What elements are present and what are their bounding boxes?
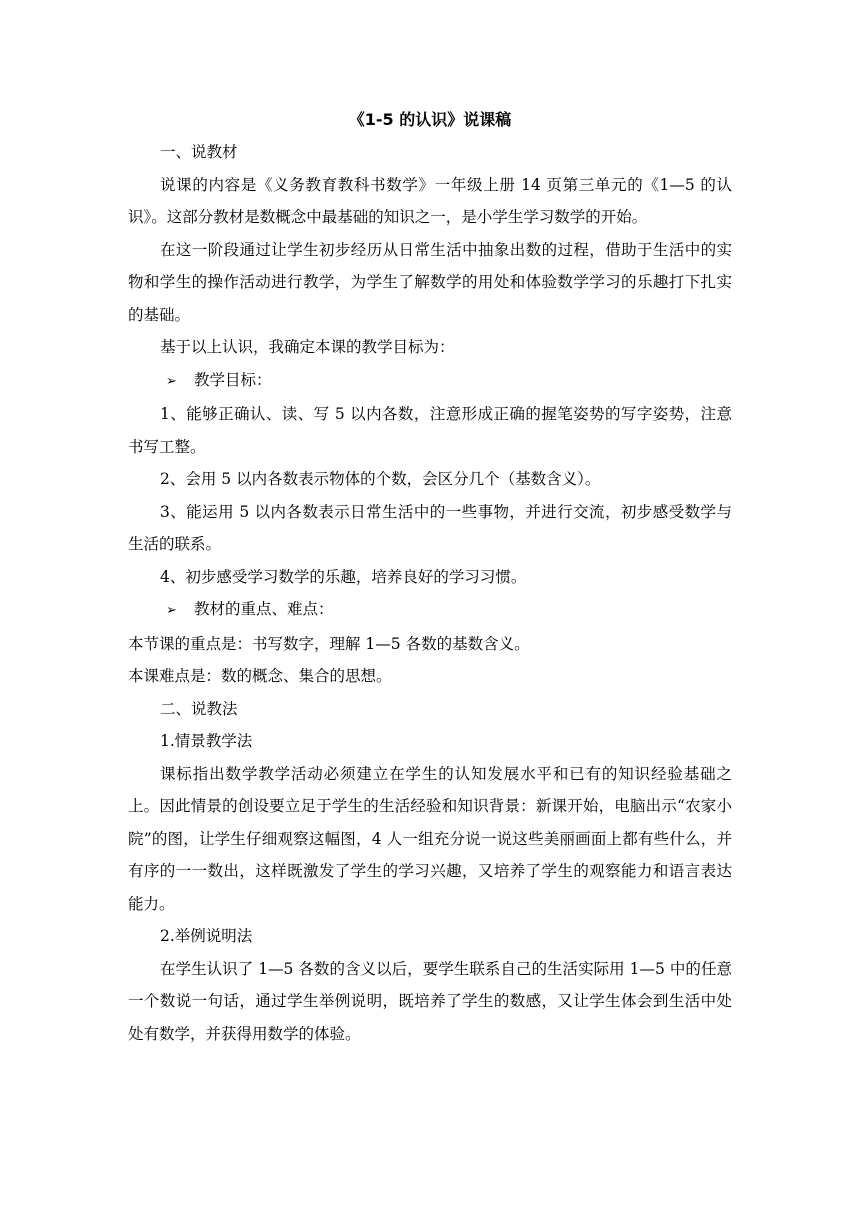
objective-item-4: 4、初步感受学习数学的乐趣，培养良好的学习习惯。: [160, 567, 527, 586]
arrow-bullet-icon: ➢: [166, 603, 177, 618]
paragraph-difficulty: 本课难点是：数的概念、集合的思想。: [128, 667, 392, 685]
bullet-label: 教学目标：: [194, 370, 272, 389]
objective-item-1: 1、能够正确认、读、写 5 以内各数，注意形成正确的握笔姿势的写字姿势，注意书写工整。: [128, 405, 732, 456]
bullet-key-points: [128, 593, 732, 628]
paragraph-stage-description: 在这一阶段通过让学生初步经历从日常生活中抽象出数的过程，借助于生活中的实物和学生的操作活动进行教学，为学生了解数学的用处和体验数学学习的乐趣打下扎实的基础。: [128, 240, 732, 324]
objective-item-3: 3、能运用 5 以内各数表示日常生活中的一些事物，并进行交流，初步感受数学与生活的联系。: [128, 502, 732, 553]
paragraph-key-point: 本节课的重点是：书写数字，理解 1—5 各数的基数含义。: [128, 634, 530, 653]
arrow-bullet-icon: ➢: [166, 373, 177, 389]
subheading-example-method: 2.举例说明法: [160, 927, 253, 945]
subheading-situational-method: 1.情景教学法: [160, 732, 253, 750]
paragraph-content-intro: 说课的内容是《义务教育教科书数学》一年级上册 14 页第三单元的《1—5 的认识》。这部分教材是数概念中最基础的知识之一，是小学生学习数学的开始。: [128, 175, 732, 226]
document-title: 《1-5 的认识》说课稿: [348, 110, 512, 129]
objective-item-2: 2、会用 5 以内各数表示物体的个数，会区分几个（基数含义）。: [160, 470, 601, 488]
document-page: [128, 104, 732, 1050]
bullet-label: 教材的重点、难点：: [194, 600, 334, 618]
section-heading-teaching-method: 二、说教法: [160, 699, 238, 718]
bullet-teaching-objectives: [128, 364, 732, 399]
paragraph-example-method: 在学生认识了 1—5 各数的含义以后，要学生联系自己的生活实际用 1—5 中的任意一个数说一句话，通过学生举例说明，既培养了学生的数感，又让学生体会到生活中处处有数学，并获得用数学的体验。: [128, 959, 732, 1043]
section-heading-teaching-material: 一、说教材: [160, 143, 238, 161]
paragraph-situational-method: 课标指出数学教学活动必须建立在学生的认知发展水平和已有的知识经验基础之上。因此情景的创设要立足于学生的生活经验和知识背景：新课开始，电脑出示“农家小院”的图，让学生仔细观察这幅图，4 人一组充分说一说这些美丽画面上都有些什么，并有序的一一数出，这样既激发了学生的学习兴趣，又培养了学生的观察能力和语言表达能力。: [128, 764, 732, 913]
paragraph-objectives-lead: 基于以上认识，我确定本课的教学目标为：: [160, 338, 455, 356]
